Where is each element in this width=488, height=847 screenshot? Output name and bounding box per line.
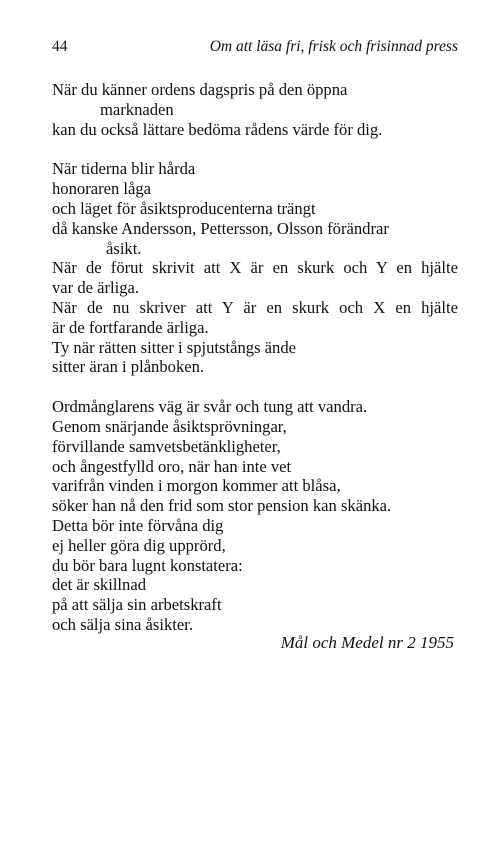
poem-line: det är skillnad [52,575,147,595]
poem-line: förvillande samvetsbetänkligheter, [52,436,281,456]
running-title: Om att läsa fri, frisk och frisinnad press [209,38,458,55]
poem-line: Detta bör inte förvåna dig [52,515,224,535]
poem-line: När du känner ordens dagspris på den öppna [52,80,348,99]
poem-line: Ordmånglarens väg är svår och tung att vandra. [52,397,368,417]
poem-body [52,80,462,635]
poem-line: är de fortfarande ärliga. [52,317,209,337]
stanza-gap [52,139,462,159]
poem-line: kan du också lättare bedöma rådens värde för dig. [52,119,383,139]
source-signature: Mål och Medel nr 2 1955 [280,633,454,652]
page-number: 44 [52,38,68,55]
stanza [52,397,462,635]
poem-line: Genom snärjande åsiktsprövningar, [52,416,287,436]
stanza [52,159,462,377]
poem-line: du bör bara lugnt konstatera: [52,555,243,575]
poem-line: och sälja sina åsikter. [52,614,194,634]
poem-line: då kanske Andersson, Pettersson, Olsson förändrar [52,218,389,238]
poem-line: När tiderna blir hårda [52,159,196,179]
poem-line: söker han nå den frid som stor pension kan skänka. [52,496,392,516]
poem-line: var de ärliga. [52,278,140,298]
poem-line: När de nu skriver att Y är en skurk och X en hjälte [52,297,458,317]
poem-line: åsikt. [106,238,142,258]
poem-line: och läget för åsiktsproducenterna trängt [52,198,316,218]
poem-line: ej heller göra dig upprörd, [52,535,226,555]
poem-line: på att sälja sin arbetskraft [52,595,222,615]
poem-line: Ty när rätten sitter i spjutstångs ände [52,337,296,357]
poem-line: och ångestfylld oro, när han inte vet [52,456,292,476]
poem-line: sitter äran i plånboken. [52,357,205,377]
poem-line: marknaden [100,99,174,119]
poem-line: varifrån vinden i morgon kommer att blåsa, [52,476,341,496]
poem-line: honoraren låga [52,179,152,199]
poem-line: När de förut skrivit att X är en skurk och Y en hjälte [52,258,458,278]
stanza-gap [52,377,462,397]
page-header [52,38,458,58]
stanza [52,80,462,139]
